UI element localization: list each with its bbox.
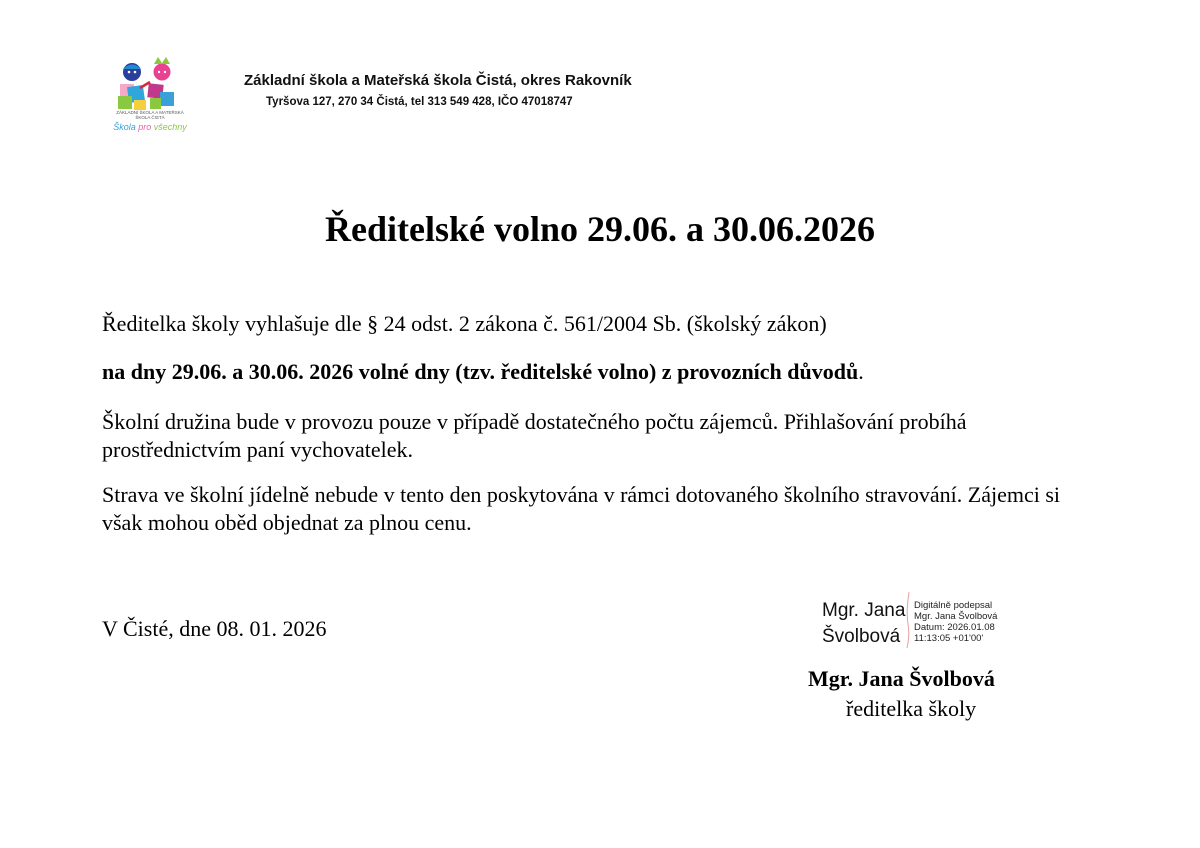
signer-role: ředitelka školy xyxy=(846,696,977,721)
logo-motto xyxy=(108,122,192,132)
digital-signature-name-line-2: Švolbová xyxy=(822,626,901,647)
digital-signature-name xyxy=(822,598,905,650)
school-name: Základní škola a Mateřská škola Čistá, okres Rakovník xyxy=(244,72,632,89)
school-address: Tyršova 127, 270 34 Čistá, tel 313 549 428, IČO 47018747 xyxy=(266,96,573,108)
signature-detail-time: 11:13:05 +01'00' xyxy=(914,633,984,644)
paragraph-after-school-club: Školní družina bude v provozu pouze v případě dostatečného počtu zájemců. Přihlašování probíhá prostřednictvím paní vychovatelek. xyxy=(102,409,967,462)
logo-block-blue-right xyxy=(160,92,174,106)
signature-detail-date: Datum: 2026.01.08 xyxy=(914,622,995,633)
logo-motto-word-1: Škola xyxy=(113,122,136,132)
date-line: V Čisté, dne 08. 01. 2026 xyxy=(102,616,327,641)
signature-stroke xyxy=(905,592,911,648)
logo-head-right xyxy=(154,64,171,81)
logo-block-green xyxy=(118,96,132,109)
logo-motto-word-3: všechny xyxy=(153,122,187,132)
signer-name: Mgr. Jana Švolbová xyxy=(808,666,995,691)
signature-detail-signer: Mgr. Jana Švolbová xyxy=(914,611,998,622)
logo-motto-word-2: pro xyxy=(138,122,152,132)
paragraph-dates xyxy=(102,358,1062,386)
document-body xyxy=(102,310,1062,554)
signature-detail-signed: Digitálně podepsal xyxy=(914,600,993,611)
paragraph-canteen: Strava ve školní jídelně nebude v tento den poskytována v rámci dotovaného školního stravování. Zájemci si však mohou oběd objednat za plnou cenu. xyxy=(102,482,1060,535)
logo-block-yellow xyxy=(134,100,146,110)
paragraph-announcement: Ředitelka školy vyhlašuje dle § 24 odst. 2 zákona č. 561/2004 Sb. (školský zákon) xyxy=(102,311,827,336)
document-title: Ředitelské volno 29.06. a 30.06.2026 xyxy=(324,209,875,249)
logo-caption: ZÁKLADNÍ ŠKOLA A MATEŘSKÁ ŠKOLA ČISTÁ xyxy=(116,110,184,120)
paragraph-dates-bold: na dny 29.06. a 30.06. 2026 volné dny (tzv. ředitelské volno) z provozních důvodů xyxy=(102,359,859,384)
paragraph-dates-tail: . xyxy=(858,359,864,384)
digital-signature-details xyxy=(914,600,997,644)
digital-signature-name-line-1: Mgr. Jana xyxy=(822,600,906,621)
